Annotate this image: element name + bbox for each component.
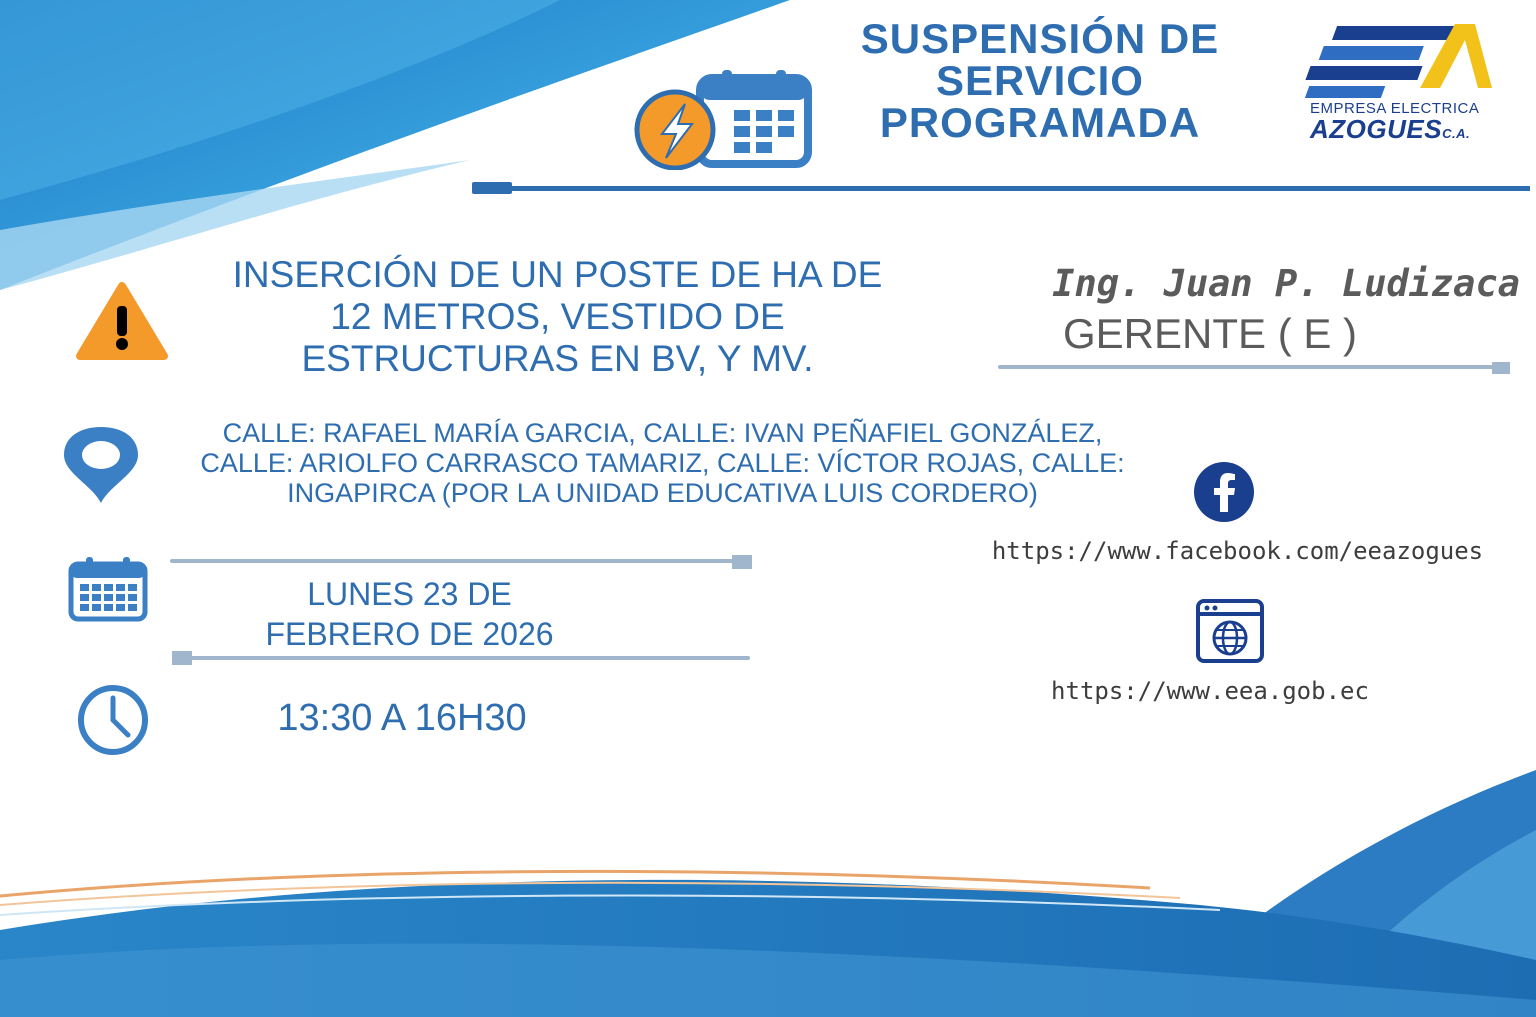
- work-line: INSERCIÓN DE UN POSTE DE HA DE: [232, 254, 883, 295]
- date-line: LUNES 23 DE: [307, 576, 512, 612]
- address-line: CALLE: ARIOLFO CARRASCO TAMARIZ, CALLE: VÍCTOR ROJAS, CALLE:: [200, 448, 1125, 478]
- date-line: FEBRERO DE 2026: [265, 616, 554, 652]
- signatory-role: GERENTE ( E ): [1063, 310, 1358, 357]
- title-line: SERVICIO: [936, 57, 1144, 104]
- logo-name-text: AZOGUES: [1310, 114, 1443, 144]
- clock-icon: [76, 681, 150, 759]
- lightning-calendar-icon: [630, 70, 815, 170]
- date-divider-bottom: [170, 649, 755, 667]
- header-divider: [472, 182, 1530, 194]
- signatory-divider: [998, 360, 1510, 376]
- logo-suffix: C.A.: [1442, 126, 1471, 141]
- calendar-icon: [68, 556, 148, 622]
- work-line: ESTRUCTURAS EN BV, Y MV.: [301, 338, 814, 379]
- signatory-name: Ing. Juan P. Ludizaca: [1052, 262, 1520, 305]
- address-line: INGAPIRCA (POR LA UNIDAD EDUCATIVA LUIS CORDERO): [287, 478, 1038, 508]
- work-description: [185, 254, 930, 380]
- outage-date: [232, 574, 587, 654]
- facebook-icon[interactable]: [1186, 462, 1262, 522]
- title-line: PROGRAMADA: [879, 99, 1201, 146]
- website-globe-icon[interactable]: [1195, 598, 1265, 664]
- outage-time: 13:30 A 16H30: [277, 697, 527, 739]
- location-pin-icon: [62, 425, 140, 505]
- warning-icon: [76, 280, 168, 362]
- title-line: SUSPENSIÓN DE: [860, 15, 1220, 62]
- date-divider-top: [170, 553, 755, 571]
- logo-name: [1310, 114, 1470, 145]
- address-line: CALLE: RAFAEL MARÍA GARCIA, CALLE: IVAN PEÑAFIEL GONZÁLEZ,: [222, 418, 1103, 448]
- notice-title: [790, 15, 1290, 146]
- facebook-link[interactable]: https://www.facebook.com/eeazogues: [991, 537, 1484, 565]
- outage-location: [135, 418, 1190, 508]
- work-line: 12 METROS, VESTIDO DE: [330, 296, 785, 337]
- website-link[interactable]: https://www.eea.gob.ec: [1051, 677, 1369, 705]
- logo-caption: EMPRESA ELECTRICA: [1310, 100, 1480, 117]
